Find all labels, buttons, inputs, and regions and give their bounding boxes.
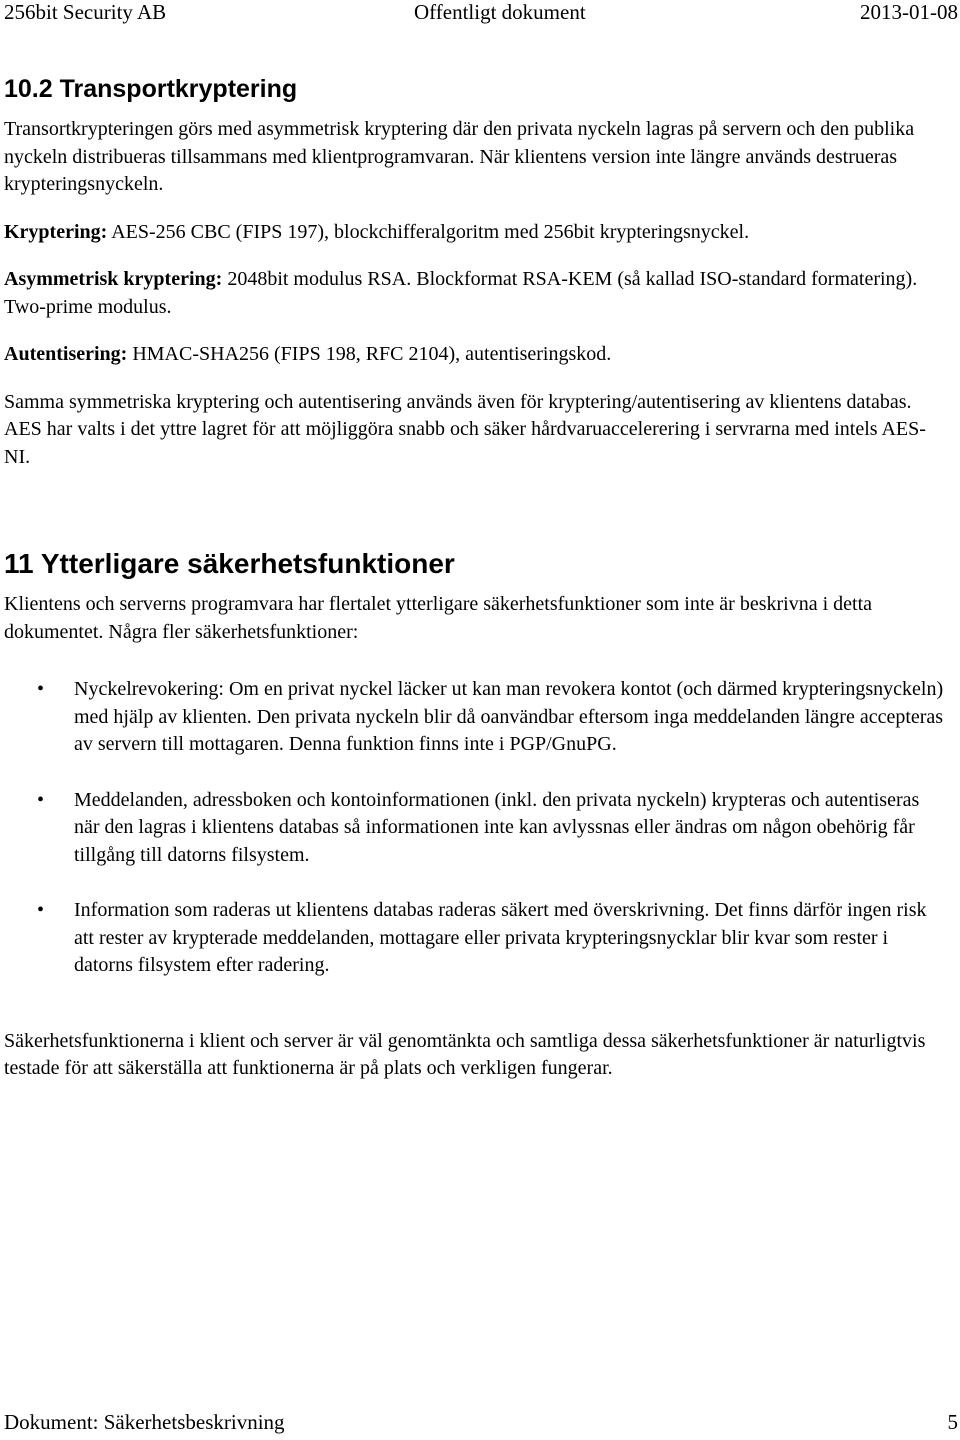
database-encryption-paragraph: Samma symmetriska kryptering och autentisering används även för kryptering/autentisering av klientens databas. AES har valts i det yttre lagret för att möjliggöra snabb och säker hårdvaruaccelerering i servrarna med intels AES-NI. [4,390,926,468]
header-date: 2013-01-08 [860,0,958,24]
asymmetric-paragraph [4,266,944,321]
security-features-list [4,676,944,980]
security-functions-intro: Klientens och serverns programvara har flertalet ytterligare säkerhetsfunktioner som inte är beskrivna i detta dokumentet. Några fler säkerhetsfunktioner: [4,593,872,643]
asymmetric-label: Asymmetrisk kryptering: [4,268,223,290]
bullet-icon: • [37,788,45,811]
list-item-text: Information som raderas ut klientens databas raderas säkert med överskrivning. Det finns därför ingen risk att rester av krypterade meddelanden, mottagare eller privata krypteringsnycklar blir kvar som rester i datorns filsystem efter radering. [74,899,927,976]
kryptering-text: AES-256 CBC (FIPS 197), blockchifferalgoritm med 256bit krypteringsnyckel. [107,220,750,243]
list-item [4,897,944,980]
kryptering-label: Kryptering: [4,220,108,243]
authentication-text: HMAC-SHA256 (FIPS 198, RFC 2104), autentiseringskod. [127,343,612,365]
closing-paragraph: Säkerhetsfunktionerna i klient och server är väl genomtänkta och samtliga dessa säkerhetsfunktioner är naturligtvis testade för att säkerställa att funktionerna är på plats och verkligen fungerar. [4,1029,926,1079]
list-item-text: Meddelanden, adressboken och kontoinformationen (inkl. den privata nyckeln) krypteras och autentiseras när den lagras i klientens databas så informationen inte kan avlyssnas eller ändras om någon obehörig får tillgång till datorns filsystem. [74,788,920,866]
list-item [4,676,944,759]
section-11-heading: 11 Ytterligare säkerhetsfunktioner [4,548,455,579]
bullet-icon: • [37,678,45,700]
section-10-2-heading: 10.2 Transportkryptering [4,75,298,103]
transport-intro-paragraph: Transortkrypteringen görs med asymmetrisk kryptering där den privata nyckeln lagras på servern och den publika nyckeln distribueras tillsammans med klientprogramvaran. När klientens version inte längre används destrueras krypteringsnyckeln. [4,118,915,195]
authentication-label: Autentisering: [4,343,128,365]
page-header [4,0,958,28]
document-body [4,74,944,1103]
asymmetric-text: 2048bit modulus RSA. Blockformat RSA-KEM (så kallad ISO-standard formatering). Two-prime modulus. [4,268,918,318]
list-item [4,787,944,870]
header-classification: Offentligt dokument [414,0,586,24]
kryptering-paragraph [4,219,944,247]
footer-document-name: Dokument: Säkerhetsbeskrivning [4,1410,285,1434]
page-number: 5 [947,1410,958,1434]
list-item-text: Nyckelrevokering: Om en privat nyckel läcker ut kan man revokera kontot (och därmed krypteringsnyckeln) med hjälp av klienten. Den privata nyckeln blir då oanvändbar eftersom inga meddelanden längre accepteras av servern till mottagaren. Denna funktion finns inte i PGP/GnuPG. [74,678,944,755]
authentication-paragraph [4,341,944,369]
bullet-icon: • [37,899,45,921]
header-company: 256bit Security AB [4,0,167,24]
